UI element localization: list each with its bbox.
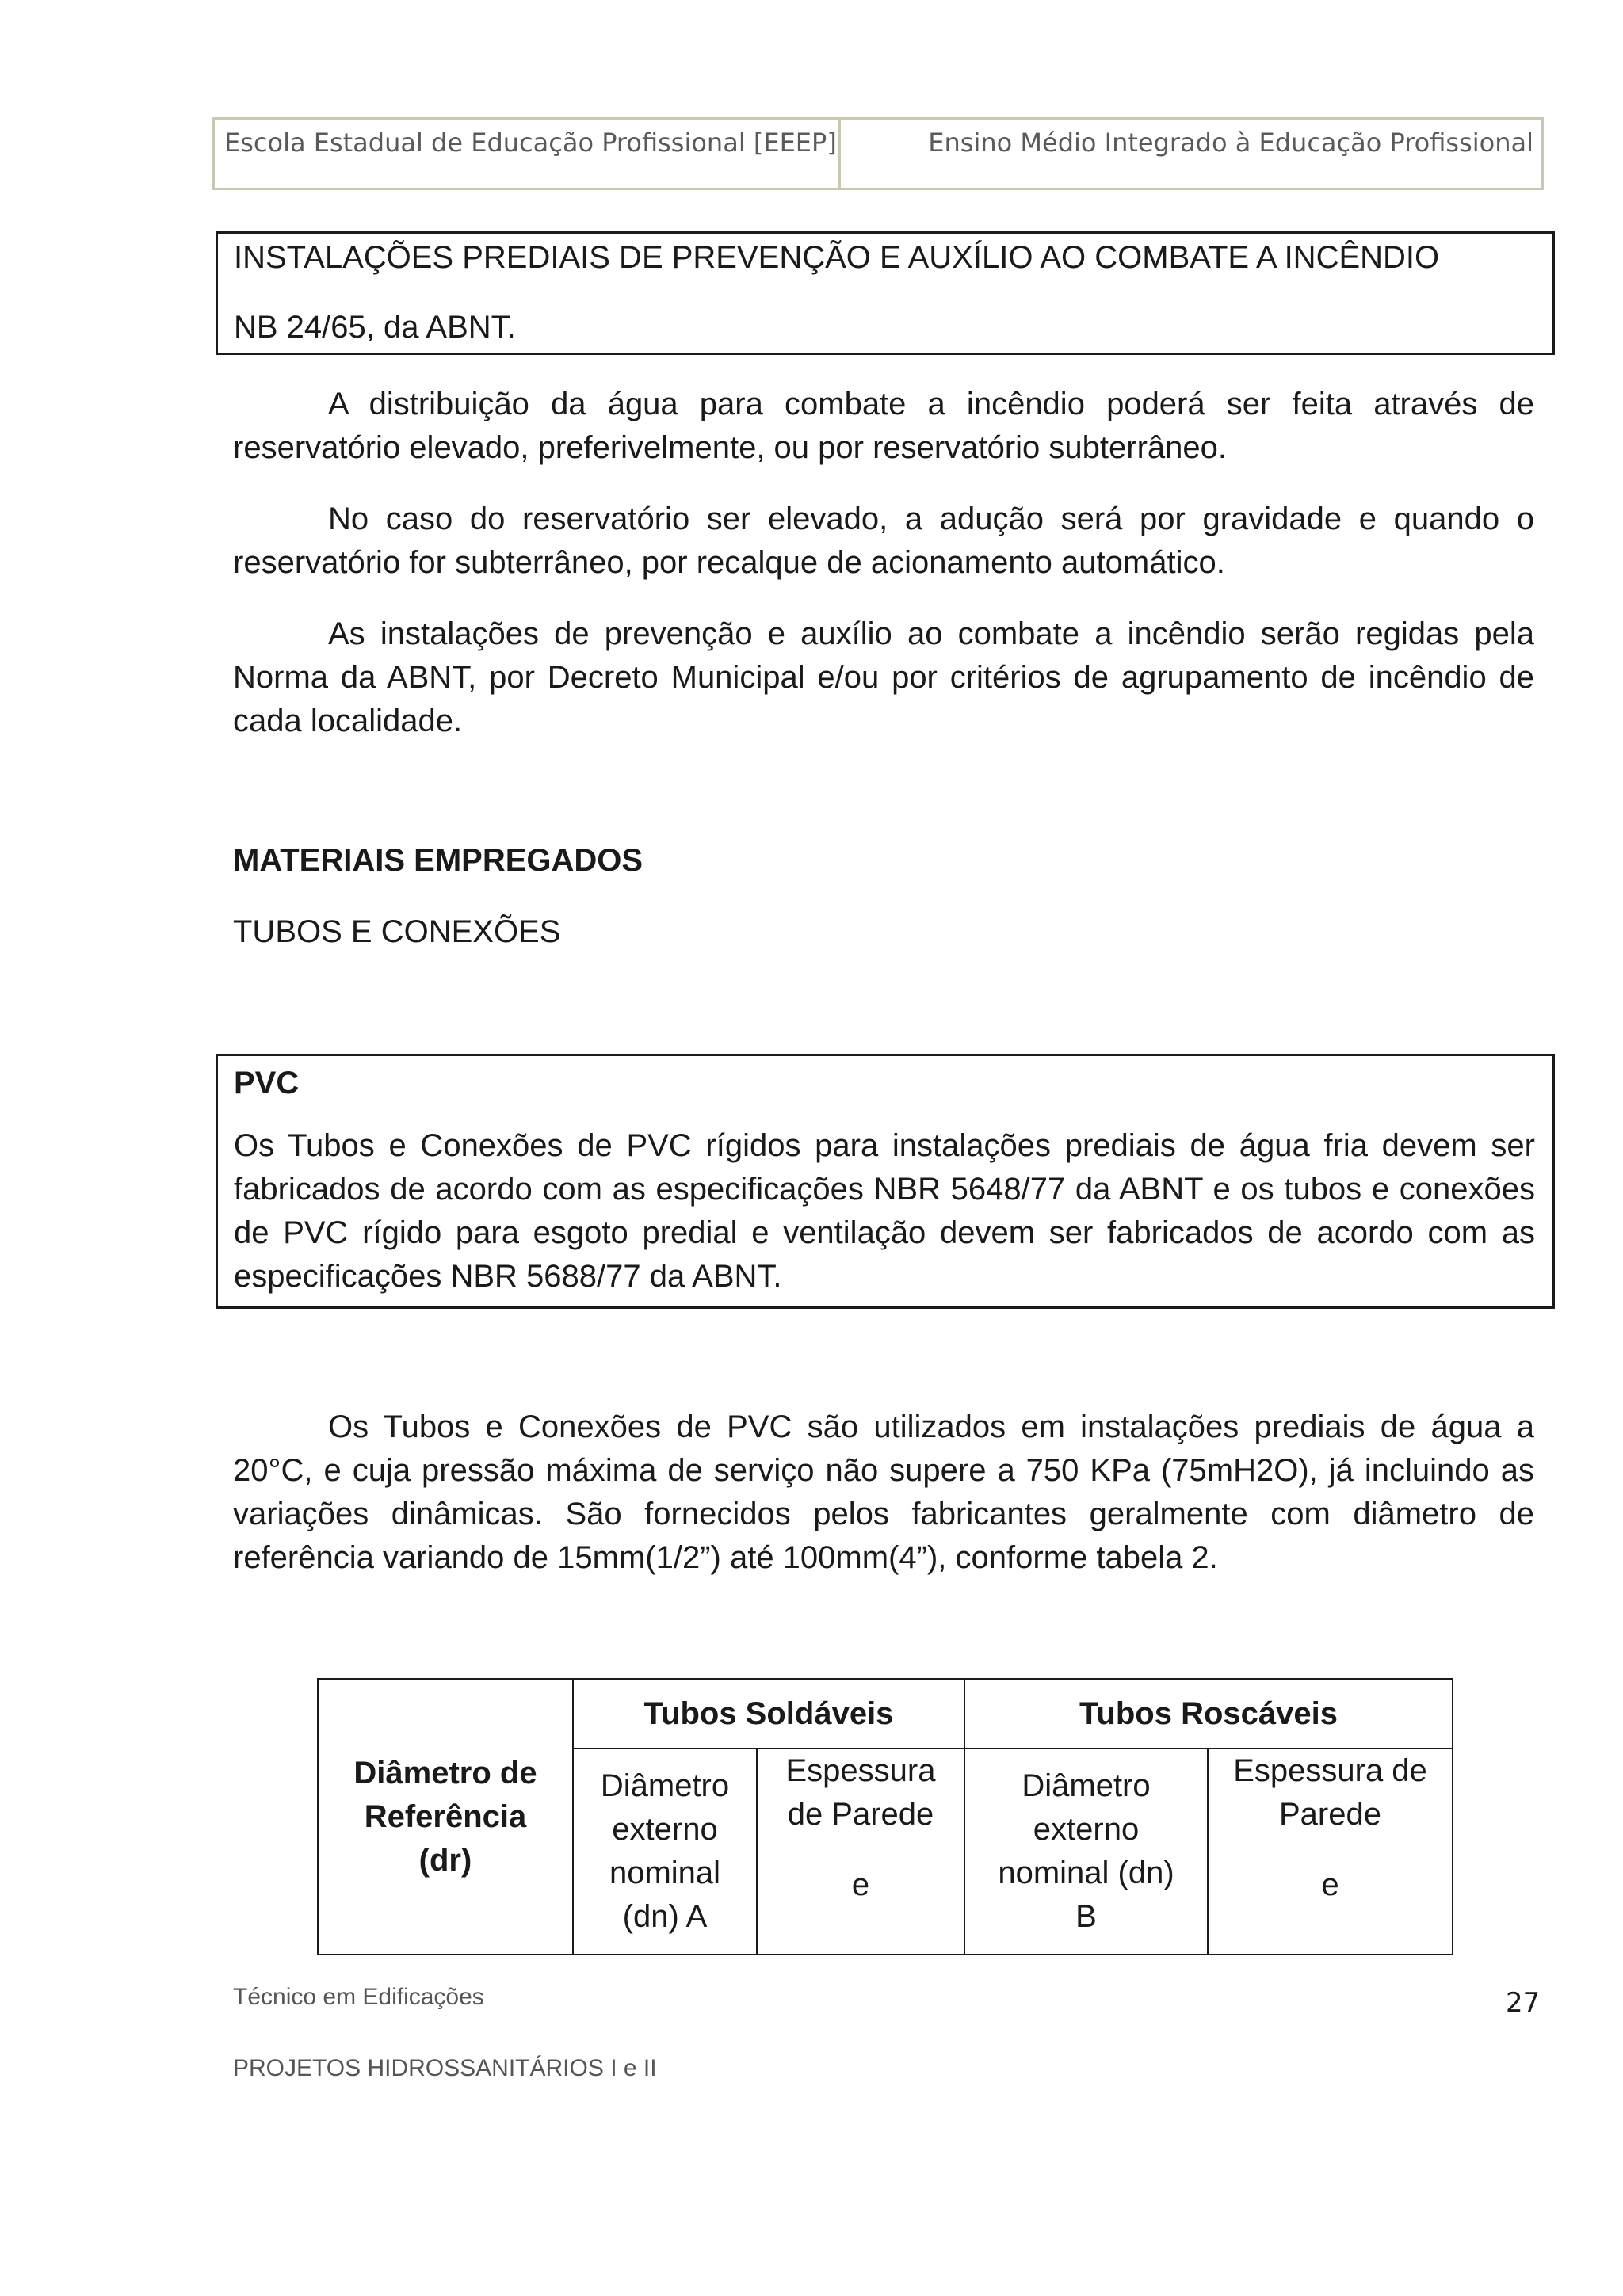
pipes-subheading: TUBOS E CONEXÕES [233, 914, 561, 949]
pvc-box [216, 1054, 1555, 1309]
paragraph-distribution: A distribuição da água para combate a incêndio poderá ser feita através de reservatório elevado, preferivelmente, ou por reservatório subterrâneo. [233, 387, 1534, 465]
materials-heading: MATERIAIS EMPREGADOS [233, 843, 643, 878]
cell-line: Parede [1279, 1797, 1381, 1832]
table-header-row [318, 1679, 1453, 1749]
header-program: Ensino Médio Integrado à Educação Profissional [928, 128, 1533, 158]
cell-line: externo [612, 1812, 718, 1847]
paragraph-elevated-reservoir: No caso do reservatório ser elevado, a adução será por gravidade e quando o reservatório for subterrâneo, por recalque de acionamento automático. [233, 502, 1534, 580]
sold-thickness-header [757, 1749, 964, 1955]
pvc-title: PVC [234, 1066, 300, 1100]
ref-diameter-header [318, 1679, 573, 1955]
rosc-thickness-header [1208, 1749, 1453, 1955]
paragraph-regulations: As instalações de prevenção e auxílio ao combate a incêndio serão regidas pela Norma da ABNT, por Decreto Municipal e/ou por critérios de agrupamento de incêndio de cada localidade. [233, 616, 1534, 738]
page-header [212, 117, 1544, 190]
cell-line: nominal (dn) [998, 1855, 1174, 1890]
norm-reference: NB 24/65, da ABNT. [234, 310, 516, 345]
thickness-symbol: e [851, 1867, 870, 1902]
cell-line: externo [1033, 1812, 1140, 1847]
cell-line: Espessura de [1233, 1753, 1427, 1788]
footer-course: Técnico em Edificações [233, 1984, 484, 2010]
cell-line: Diâmetro [1022, 1768, 1151, 1803]
cell-line: nominal [609, 1855, 721, 1890]
page-number: 27 [1506, 1987, 1541, 2019]
ref-header-line: Diâmetro de [353, 1755, 537, 1791]
rosc-diameter-header [964, 1749, 1208, 1955]
thickness-symbol: e [1321, 1867, 1339, 1902]
pvc-text: Os Tubos e Conexões de PVC rígidos para instalações prediais de água fria devem ser fabricados de acordo com as especificações NBR 5648/77 da ABNT e os tubos e conexões de PVC rígido para esgoto predial e ventilação devem ser fabricados de acordo com as especificações NBR 5688/77 da ABNT. [234, 1128, 1535, 1294]
cell-line: Diâmetro [600, 1768, 730, 1803]
ref-header-line: (dr) [418, 1842, 472, 1878]
paragraph-pvc-usage: Os Tubos e Conexões de PVC são utilizados em instalações prediais de água a 20°C, e cuja pressão máxima de serviço não supere a 750 KPa (75mH2O), já incluindo as variações dinâmicas. São fornecidos pelos fabricantes geralmente com diâmetro de referência variando de 15mm(1/2”) até 100mm(4”), conforme tabela 2. [233, 1409, 1534, 1575]
cell-line: de Parede [787, 1797, 934, 1832]
section-title: INSTALAÇÕES PREDIAIS DE PREVENÇÃO E AUXÍLIO AO COMBATE A INCÊNDIO [234, 240, 1440, 275]
sold-diameter-header [573, 1749, 757, 1955]
group-soldaveis: Tubos Soldáveis [573, 1679, 964, 1749]
pipe-table [317, 1678, 1453, 1955]
title-box [216, 231, 1555, 355]
cell-line: B [1075, 1899, 1097, 1934]
cell-line: (dn) A [622, 1899, 708, 1934]
ref-header-line: Referência [364, 1798, 527, 1834]
cell-line: Espessura [785, 1753, 936, 1788]
header-school: Escola Estadual de Educação Profissional [EEEP] [215, 120, 841, 188]
group-roscaveis: Tubos Roscáveis [964, 1679, 1453, 1749]
footer-subject: PROJETOS HIDROSSANITÁRIOS I e II [233, 2055, 657, 2081]
